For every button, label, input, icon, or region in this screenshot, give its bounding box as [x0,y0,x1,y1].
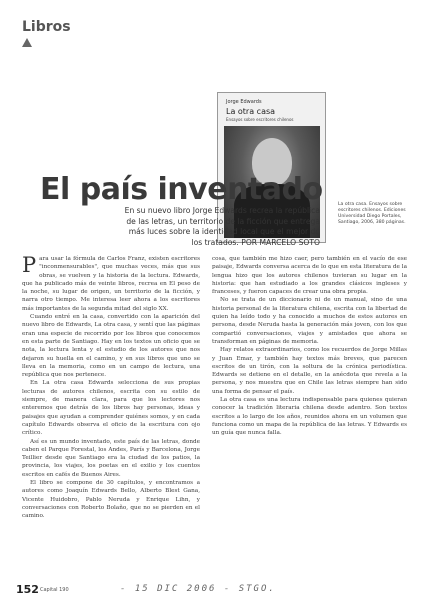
byline: POR MARCELO SOTO [241,237,320,247]
article-column-right [212,255,407,438]
section-label: Libros [22,19,71,35]
paragraph: Así es un mundo inventado, este país de las letras, donde caben el Parque Forestal, los Andes, París y Barcelona, Jorge Teillier desde que Santiago era la ciudad de los patios, la provincia, los viajes, los poetas en el exilio y los cuentos escritos en cafés de Buenos Aires. [22,438,200,478]
article-deck [68,206,320,248]
photo-caption: La otra casa. Ensayos sobre escritores chilenos. Ediciones Universidad Diego Portales, Santiago, 2006, 380 páginas. [338,202,406,226]
paragraph: Cuando entré en la casa, convertido con la aparición del nuevo libro de Edwards, La otra casa, y sentí que las páginas eran una especie de recorrido por los libros que conocemos en esta parte de Santiago. Hay en los textos un oficio que se nota, la lectura lenta y el estudio de los autores que nos dejaron su huella en el camino, y en sus libros que uno se lleva en la memoria, como en un campo de lectura, una república que nos pertenece. [22,314,200,379]
paragraph: El libro se compone de 30 capítulos, y encontramos a autores como Joaquín Edwards Bello, Alberto Blest Gana, Vicente Huidobro, Pablo Neruda y Enrique Lihn, y conversaciones con Roberto Bolaño, que no se pierden en el camino. [22,480,200,520]
paragraph [22,255,200,313]
paragraph: La otra casa es una lectura indispensable para quienes quieran conocer la tradición literaria chilena desde adentro. Son textos escritos a lo largo de los años, reunidos ahora en un volumen que funciona como un mapa de la república de las letras. Y Edwards es un guía que nunca falla. [212,397,407,437]
deck-line-3: más luces sobre la identidad local que el mejor de [128,227,320,237]
paragraph: Hay relatos extraordinarios, como los recuerdos de Jorge Millas y Juan Emar, y también hay textos más breves, que parecen escritos de un tirón, con la soltura de la crónica periodística. Edwards se detiene en el detalle, en la anécdota que revela a la persona, y nos muestra que en Chile las letras siempre han sido una forma de pensar el país. [212,347,407,395]
book-cover-subtitle: Ensayos sobre escritores chilenos [226,117,294,122]
paragraph-text: ara usar la fórmula de Carlos Franz, existen escritores "inconmensurables", que muchas veces, más que sus obras, se vuelven y la historia de la lectura. Edwards, que ha publicado más de veinte libros, recrea en El peso de la noche, su lugar de origen, un territorio de la ficción, y narra otro tiempo. Me interesa leer ahora a los escritores más importantes de la segunda mitad del siglo XX. [22,256,200,312]
publication-name: Capital 190 [40,587,69,593]
deck-line-4 [68,238,320,249]
paragraph: En La otra casa Edwards selecciona de sus propias lecturas de autores chilenos, escrita con su estilo de siempre, de manera clara, para que los lectores nos enteremos que detrás de los libros hay personas, ideas y paisajes que ayudan a comprender quiénes somos, y en cada capítulo Edwards observa el oficio de la escritura con ojo crítico. [22,380,200,437]
deck-line-4-text: los tratados. [191,237,239,247]
handwritten-date-note: - 15 DIC 2006 - STGO. [120,584,276,594]
paragraph: cosa, que también me hizo caer, pero también en el vacío de ese paisaje, Edwards conversa acerca de lo que en esta literatura de la lengua hizo que los autores chilenos tuvieran su lugar en la historia: que han estudiado a los grandes clásicos ingleses y franceses, y fueron capaces de crear una obra propia. [212,256,407,296]
article-column-left [22,255,200,521]
deck-line-2: de las letras, un territorio de la ficción que entrega [126,216,320,226]
book-cover-title: La otra casa [226,107,276,116]
section-triangle-icon [22,38,32,47]
drop-cap: P [22,253,37,277]
book-cover-author: Jorge Edwards [226,99,262,105]
paragraph: No se trata de un diccionario ni de un manual, sino de una historia personal de la literatura chilena, escrita con la libertad de quien ha leído todo y ha conocido a muchos de estos autores en persona, desde Neruda hasta la generación más joven, con los que compartió conversaciones, viajes y amistades que ahora se transforman en páginas de memoria. [212,297,407,345]
article-headline: El país inventado [40,172,323,207]
deck-line-1: En su nuevo libro Jorge Edwards recrea la república [124,206,320,215]
page-number: 152 [16,583,39,596]
